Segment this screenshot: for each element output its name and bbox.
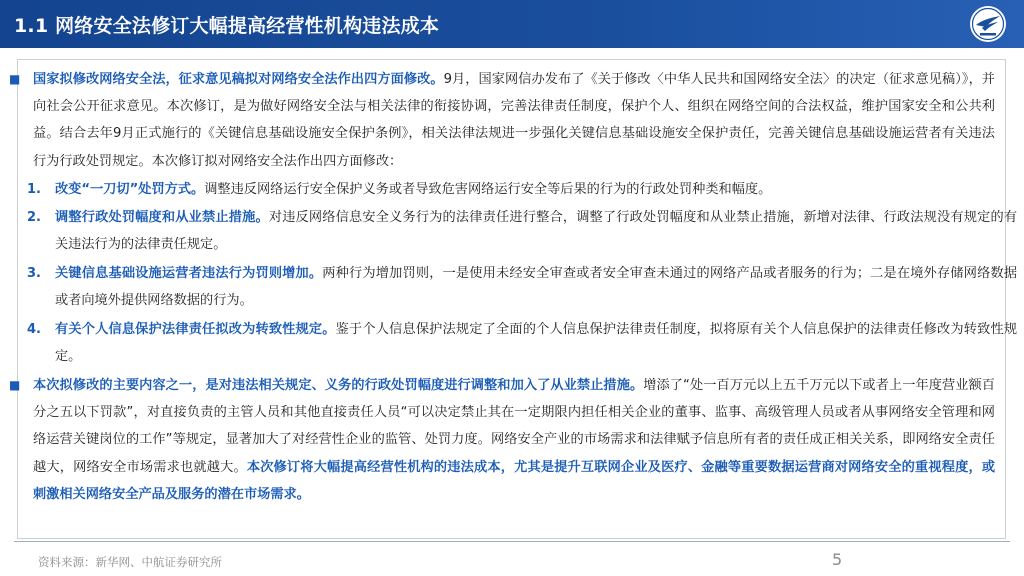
bullet-1-body: 9月，国家网信办发布了《关于修改〈中华人民共和国网络安全法〉的决定（征求意见稿）》，并向社会公开征求意见。本次修订，是为做好网络安全法与相关法律的衔接协调，完善法律责任制度，保护个人、组织在网络空间的合法权益，维护国家安全和公共利益。结合去年9月正式施行的《关键信息基础设施安全保护条例》，相关法律法规进一步强化关键信息基础设施安全保护责任，完善关键信息基础设施运营者有关违法行为行政处罚规定。本次修订拟对网络安全法作出四方面修改： bbox=[33, 72, 995, 169]
source-note: 资料来源：新华网、中航证券研究所 bbox=[38, 555, 222, 569]
item-body: 对违反网络信息安全义务行为的法律责任进行整合，调整了行政处罚幅度和从业禁止措施，新增对法律、行政法规没有规定的有关违法行为的法律责任规定。 bbox=[55, 210, 1018, 253]
bullet-paragraph-1 bbox=[9, 66, 995, 175]
item-number: 1. bbox=[27, 182, 41, 197]
item-number: 4. bbox=[27, 322, 41, 337]
bullet-2-lead: 本次拟修改的主要内容之一，是对违法相关规定、义务的行政处罚幅度进行调整和加入了从业禁止措施。 bbox=[33, 378, 644, 393]
item-body: 鉴于个人信息保护法规定了全面的个人信息保护法律责任制度，拟将原有关个人信息保护的法律责任修改为转致性规定。 bbox=[55, 322, 1018, 365]
bullet-2-body: 增添了“处一百万元以上五千万元以下或者上一年度营业额百分之五以下罚款”，对直接负责的主管人员和其他直接责任人员“可以决定禁止其在一定期限内担任相关企业的董事、监事、高级管理人员或者从事网络安全管理和网络运营关键岗位的工作”等规定，显著加大了对经营性企业的监管、处罚力度。网络安全产业的市场需求和法律赋予信息所有者的责任成正相关关系，即网络安全责任越大，网络安全市场需求也就越大。 bbox=[33, 378, 995, 475]
bullet-2-tail: 本次修订将大幅提高经营性机构的违法成本，尤其是提升互联网企业及医疗、金融等重要数据运营商对网络安全的重视程度，或刺激相关网络安全产品及服务的潜在市场需求。 bbox=[33, 459, 996, 502]
bullet-paragraph-2 bbox=[9, 372, 996, 508]
square-bullet-icon: ■ bbox=[9, 378, 21, 392]
page-title: 1.1 网络安全法修订大幅提高经营性机构违法成本 bbox=[14, 15, 440, 37]
item-lead: 关键信息基础设施运营者违法行为罚则增加。 bbox=[55, 266, 323, 281]
numbered-item-4 bbox=[27, 316, 1018, 370]
item-number: 2. bbox=[27, 210, 41, 225]
page-number: 5 bbox=[832, 550, 843, 569]
avic-logo-icon bbox=[968, 4, 1008, 44]
footer-divider bbox=[14, 541, 1010, 542]
item-number: 3. bbox=[27, 266, 41, 281]
item-lead: 调整行政处罚幅度和从业禁止措施。 bbox=[55, 210, 269, 225]
numbered-item-2 bbox=[27, 204, 1018, 258]
item-body: 调整违反网络运行安全保护义务或者导致危害网络运行安全等后果的行为的行政处罚种类和幅度。 bbox=[204, 182, 772, 197]
numbered-item-3 bbox=[27, 260, 1018, 314]
bullet-1-lead: 国家拟修改网络安全法，征求意见稿拟对网络安全法作出四方面修改。 bbox=[33, 72, 444, 87]
item-body: 两种行为增加罚则，一是使用未经安全审查或者安全审查未通过的网络产品或者服务的行为；二是在境外存储网络数据或者向境外提供网络数据的行为。 bbox=[55, 266, 1018, 309]
item-lead: 改变“一刀切”处罚方式。 bbox=[55, 182, 205, 197]
header-bar bbox=[0, 0, 1024, 48]
item-lead: 有关个人信息保护法律责任拟改为转致性规定。 bbox=[55, 322, 336, 337]
square-bullet-icon: ■ bbox=[9, 72, 21, 86]
numbered-item-1 bbox=[27, 176, 1017, 203]
